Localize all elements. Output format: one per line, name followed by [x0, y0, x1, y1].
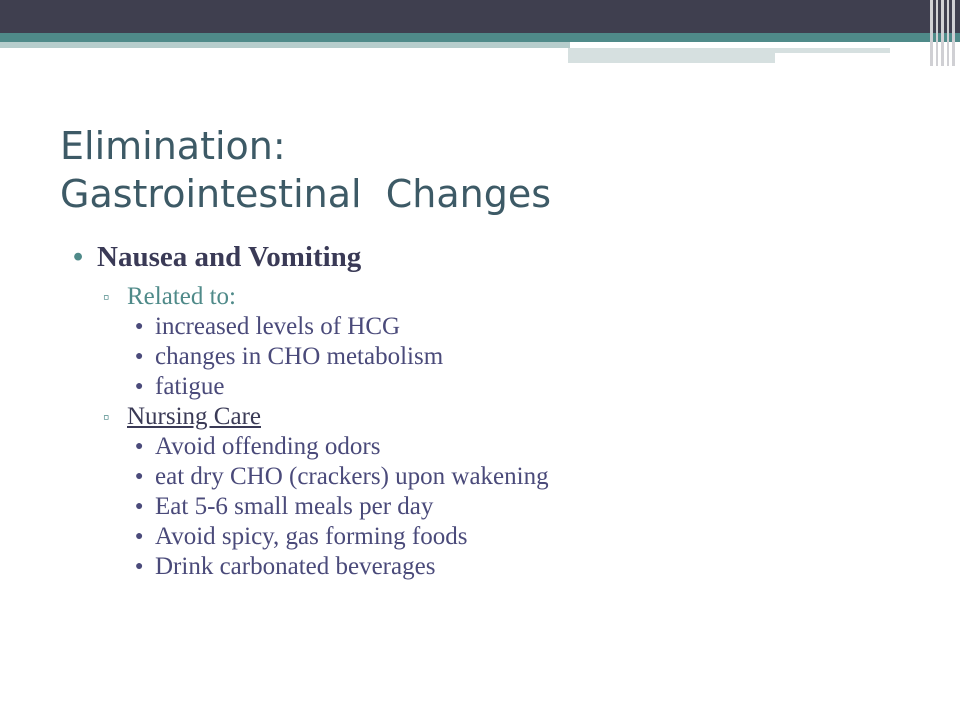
list-item [73, 552, 933, 582]
dot-bullet-icon: ● [135, 439, 144, 454]
main-bullet [73, 238, 933, 276]
list-item-text: fatigue [155, 373, 225, 400]
care-label: Nursing Care [127, 403, 261, 430]
square-bullet-icon: ▫ [103, 407, 110, 427]
bullet-dot-icon: • [73, 241, 84, 273]
main-bullet-text: Nausea and Vomiting [97, 241, 362, 273]
slide-body [73, 238, 933, 582]
title-line-2: Gastrointestinal Changes [60, 172, 552, 216]
list-item [73, 522, 933, 552]
dot-bullet-icon: ● [135, 559, 144, 574]
title-line-1: Elimination: [60, 124, 286, 168]
list-item-text: changes in CHO metabolism [155, 343, 444, 370]
dot-bullet-icon: ● [135, 469, 144, 484]
dot-bullet-icon: ● [135, 349, 144, 364]
list-item [73, 312, 933, 342]
banner-light-strip [775, 48, 890, 53]
list-item-text: Avoid offending odors [155, 433, 381, 460]
slide-title [60, 122, 551, 218]
dot-bullet-icon: ● [135, 319, 144, 334]
square-bullet-icon: ▫ [103, 287, 110, 307]
list-item-text: Eat 5-6 small meals per day [155, 493, 434, 520]
list-item [73, 492, 933, 522]
banner-light-band [0, 42, 570, 48]
banner-light-tab [568, 48, 775, 63]
dot-bullet-icon: ● [135, 499, 144, 514]
care-subheading [73, 402, 933, 432]
list-item [73, 462, 933, 492]
related-label: Related to: [127, 283, 236, 310]
banner-dark-band [0, 0, 960, 33]
slide-banner [0, 0, 960, 70]
banner-white-line [570, 42, 890, 47]
list-item-text: Drink carbonated beverages [155, 553, 436, 580]
list-item [73, 372, 933, 402]
dot-bullet-icon: ● [135, 379, 144, 394]
list-item-text: eat dry CHO (crackers) upon wakening [155, 463, 549, 490]
banner-teal-band [0, 33, 960, 42]
list-item [73, 432, 933, 462]
list-item [73, 342, 933, 372]
banner-edge-stripes [928, 0, 960, 66]
related-subheading [73, 282, 933, 312]
list-item-text: Avoid spicy, gas forming foods [155, 523, 468, 550]
dot-bullet-icon: ● [135, 529, 144, 544]
list-item-text: increased levels of HCG [155, 313, 401, 340]
